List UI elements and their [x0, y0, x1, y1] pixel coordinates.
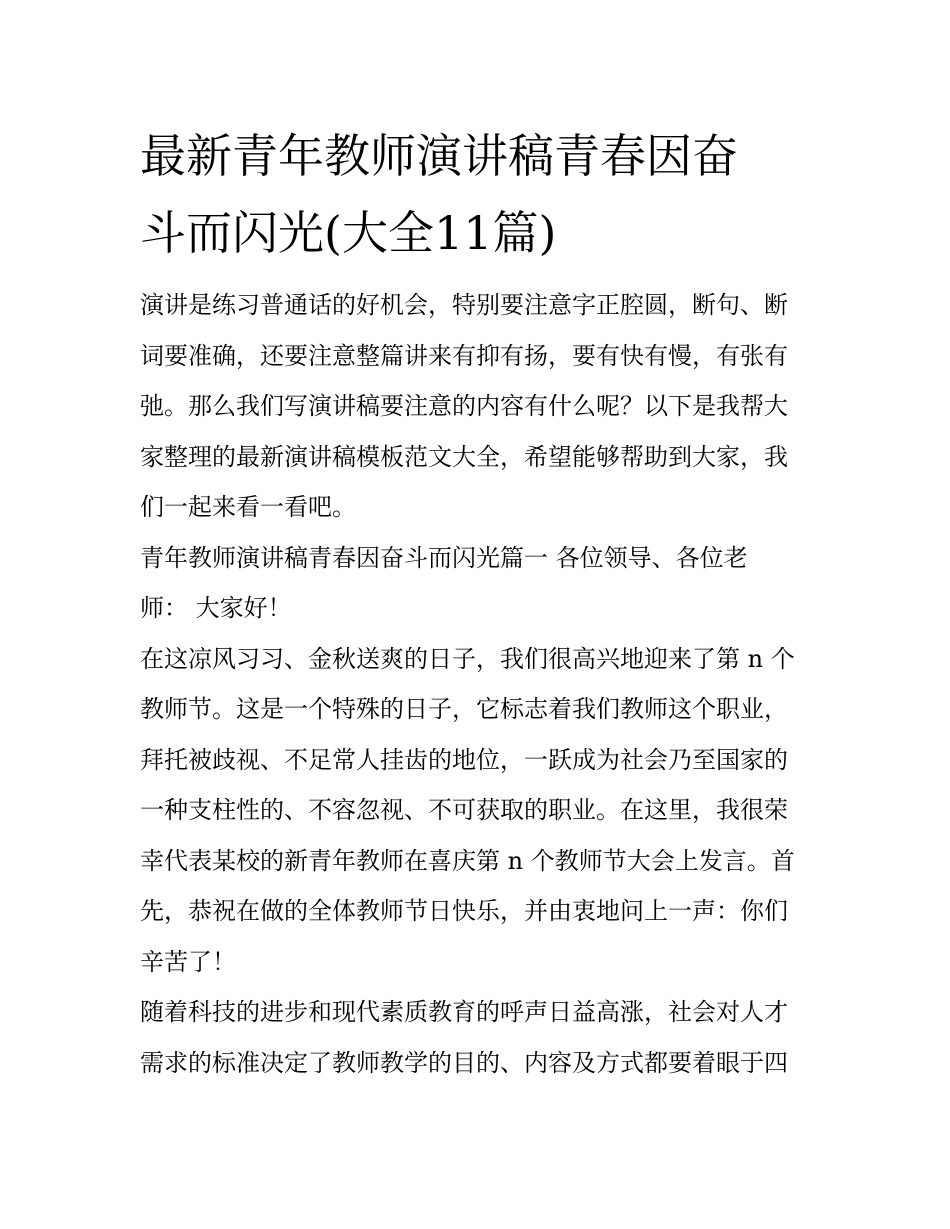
body-line: 在这凉风习习、金秋送爽的日子，我们很高兴地迎来了第 n 个	[140, 644, 795, 673]
body-line: 师： 大家好！	[140, 594, 292, 622]
body-line: 需求的标准决定了教师教学的目的、内容及方式都要着眼于四	[140, 1048, 788, 1077]
document-title	[140, 118, 810, 272]
body-line: 随着科技的进步和现代素质教育的呼声日益高涨，社会对人才	[140, 998, 788, 1026]
body-line: 拜托被歧视、不足常人挂齿的地位，一跃成为社会乃至国家的	[140, 745, 788, 774]
body-line: 演讲是练习普通话的好机会，特别要注意字正腔圆，断句、断	[140, 291, 788, 319]
body-line: 词要准确，还要注意整篇讲来有抑有扬，要有快有慢，有张有	[140, 341, 788, 370]
document-body	[140, 280, 820, 1088]
title-line: 最新青年教师演讲稿青春因奋	[140, 129, 738, 183]
body-line: 弛。那么我们写演讲稿要注意的内容有什么呢？以下是我帮大	[140, 392, 788, 420]
body-line: 青年教师演讲稿青春因奋斗而闪光篇一 各位领导、各位老	[140, 543, 748, 572]
body-line: 辛苦了！	[140, 947, 236, 976]
body-line: 先，恭祝在做的全体教师节日快乐，并由衷地问上一声：你们	[140, 897, 788, 925]
body-line: 一种支柱性的、不容忽视、不可获取的职业。在这里，我很荣	[140, 796, 788, 824]
body-line: 教师节。这是一个特殊的日子，它标志着我们教师这个职业，	[140, 695, 788, 723]
body-line: 幸代表某校的新青年教师在喜庆第 n 个教师节大会上发言。首	[140, 846, 795, 875]
title-line: 斗而闪光(大全11篇)	[140, 206, 557, 260]
body-line: 们一起来看一看吧。	[140, 493, 356, 521]
body-line: 家整理的最新演讲稿模板范文大全，希望能够帮助到大家，我	[140, 442, 788, 471]
